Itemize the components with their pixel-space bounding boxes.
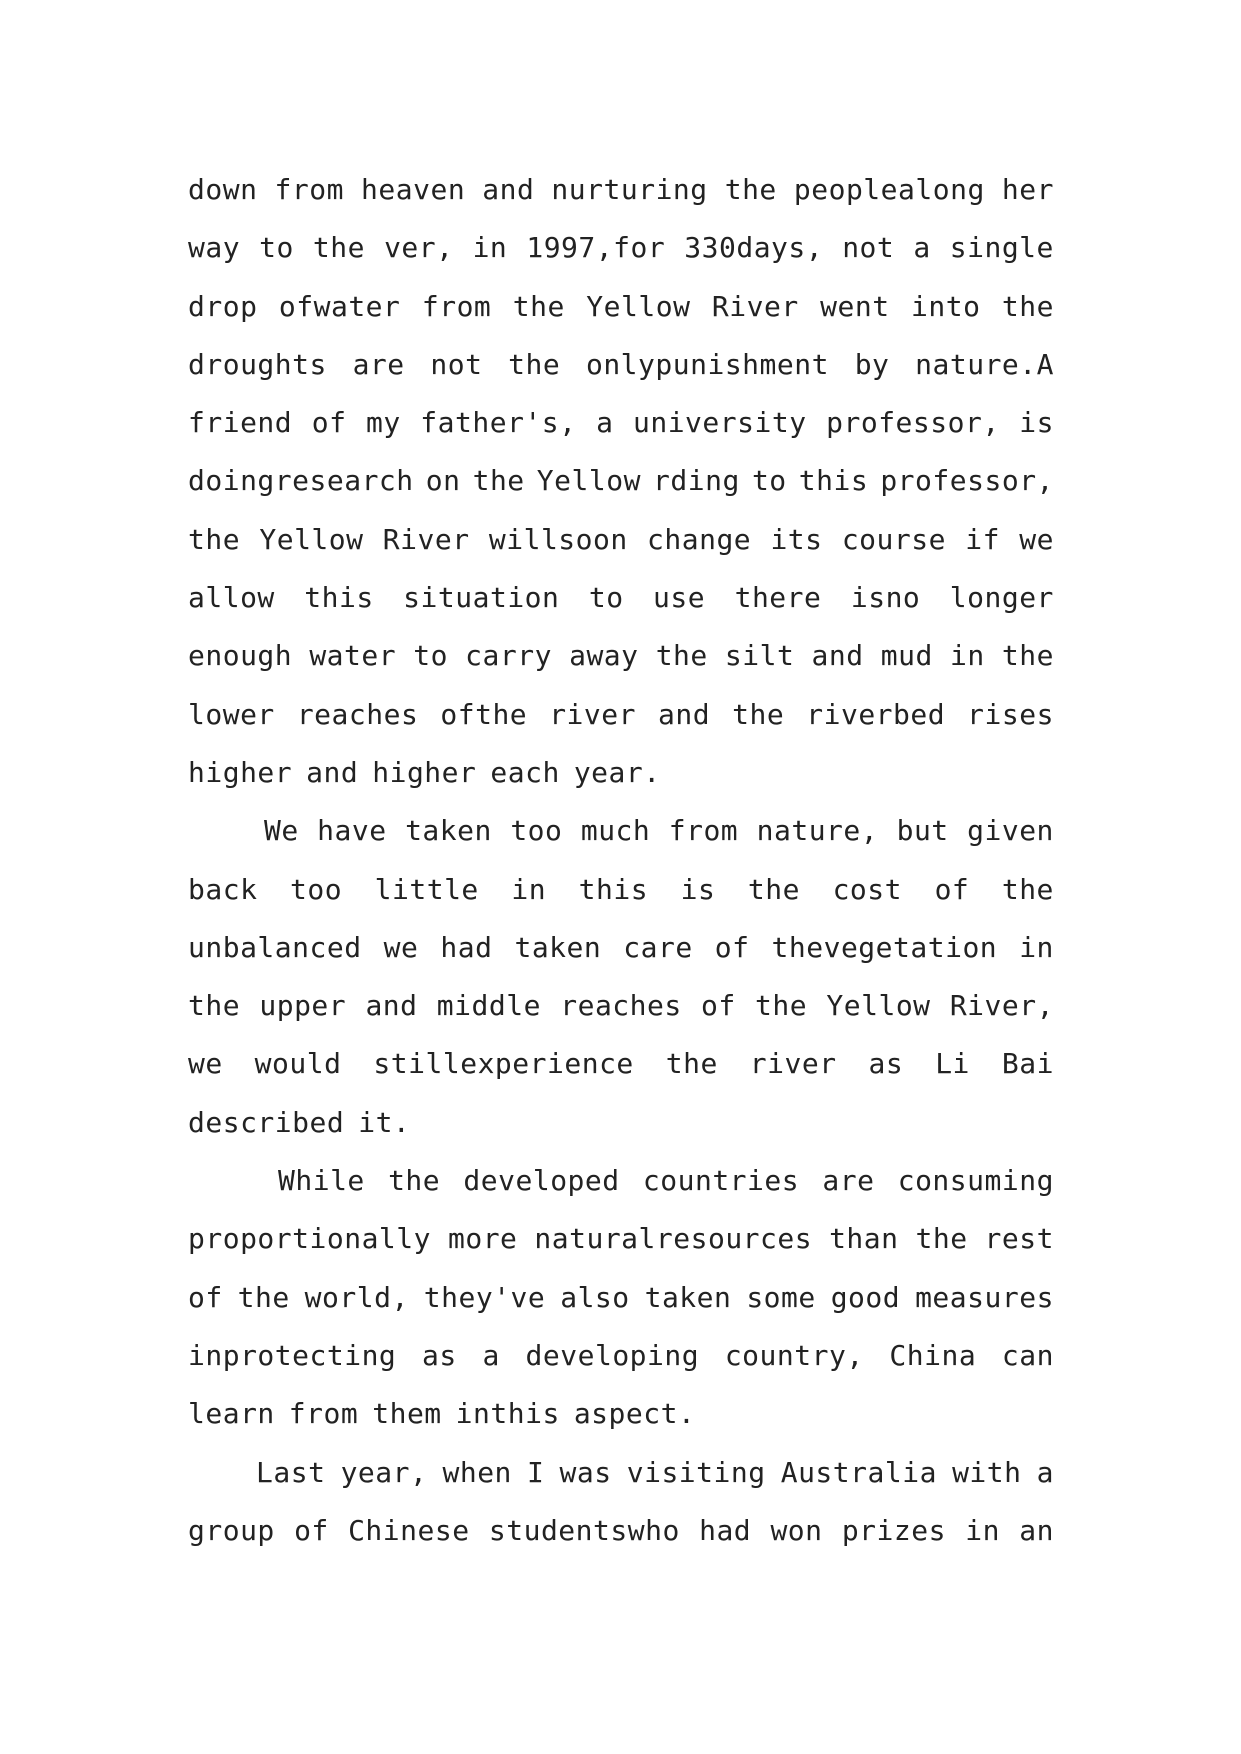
word: given bbox=[967, 814, 1054, 848]
word: would bbox=[254, 1047, 342, 1081]
word: the bbox=[747, 872, 800, 906]
word: developing bbox=[525, 1338, 700, 1372]
text-line bbox=[188, 686, 1054, 744]
word: a bbox=[913, 231, 931, 265]
word: its bbox=[770, 522, 823, 556]
word: can bbox=[1001, 1338, 1054, 1372]
word: of bbox=[188, 1280, 223, 1314]
word: with bbox=[952, 1455, 1022, 1489]
text-line bbox=[188, 336, 1054, 394]
word: not bbox=[842, 231, 895, 265]
word: the bbox=[237, 1280, 290, 1314]
word: from bbox=[668, 814, 739, 848]
word: the bbox=[1001, 872, 1054, 906]
word: some bbox=[746, 1280, 816, 1314]
word: inprotecting bbox=[188, 1338, 397, 1372]
word: droughts bbox=[188, 347, 327, 381]
word: if bbox=[965, 522, 1000, 556]
word: the bbox=[724, 173, 777, 206]
word: River bbox=[711, 289, 799, 323]
word: in bbox=[965, 1513, 1000, 1547]
word: too bbox=[510, 814, 563, 848]
word: carry bbox=[465, 639, 552, 673]
text-line bbox=[188, 1210, 1054, 1268]
text-line bbox=[188, 627, 1054, 685]
word: peoplealong bbox=[793, 173, 985, 206]
text-line bbox=[188, 802, 1054, 860]
word: they've bbox=[423, 1280, 546, 1314]
word: reaches bbox=[296, 697, 419, 731]
word: doingresearch bbox=[188, 464, 414, 498]
word: unbalanced bbox=[188, 930, 362, 964]
word: the bbox=[472, 464, 525, 498]
word: and bbox=[658, 697, 711, 731]
word: professor, bbox=[826, 406, 1000, 440]
word: we bbox=[188, 1047, 223, 1081]
word: back bbox=[188, 872, 258, 906]
word: the bbox=[1001, 289, 1054, 323]
word: thevegetation bbox=[771, 930, 998, 964]
word: is bbox=[1019, 406, 1054, 440]
word: and bbox=[306, 755, 359, 789]
text-line bbox=[188, 569, 1054, 627]
text-line bbox=[188, 1094, 1054, 1152]
word: prizes bbox=[841, 1513, 946, 1547]
word: Li bbox=[935, 1047, 970, 1081]
word: her bbox=[1001, 173, 1054, 206]
document-body bbox=[188, 161, 1054, 1560]
text-line bbox=[188, 1152, 1054, 1210]
word: of bbox=[714, 930, 750, 964]
word: aspect. bbox=[573, 1397, 696, 1431]
word: water bbox=[309, 639, 397, 673]
word: Yellow bbox=[586, 289, 691, 323]
word: naturalresources bbox=[534, 1222, 813, 1256]
word: higher bbox=[188, 755, 293, 789]
word: the bbox=[388, 1164, 441, 1198]
word: year. bbox=[573, 755, 661, 789]
word: went bbox=[820, 289, 890, 323]
word: by bbox=[854, 347, 890, 381]
word: ver, bbox=[384, 231, 454, 265]
word: in bbox=[472, 231, 508, 265]
word: onlypunishment bbox=[585, 347, 829, 381]
text-line bbox=[188, 394, 1054, 452]
word: this bbox=[578, 872, 649, 906]
word: an bbox=[1019, 1513, 1054, 1547]
word: River, bbox=[949, 989, 1054, 1023]
word: studentswho bbox=[488, 1513, 680, 1547]
word: 330days, bbox=[684, 231, 824, 265]
word: are bbox=[352, 347, 405, 381]
paragraph bbox=[188, 1152, 1054, 1443]
word: professor, bbox=[880, 464, 1054, 498]
word: had bbox=[440, 930, 493, 964]
word: than bbox=[829, 1222, 899, 1256]
text-line bbox=[188, 744, 1054, 802]
word: change bbox=[647, 522, 752, 556]
word: as bbox=[868, 1047, 904, 1081]
word: Australia bbox=[780, 1455, 937, 1489]
word: friend bbox=[188, 406, 293, 440]
word: country, bbox=[724, 1338, 864, 1372]
text-line bbox=[188, 278, 1054, 336]
word: nature.A bbox=[915, 347, 1054, 381]
text-line bbox=[188, 919, 1054, 977]
word: in bbox=[511, 872, 547, 906]
word: into bbox=[911, 289, 981, 323]
word: the bbox=[755, 989, 808, 1023]
word: upper bbox=[259, 989, 347, 1023]
word: allow bbox=[188, 581, 275, 615]
word: isno bbox=[850, 581, 921, 615]
word: a bbox=[482, 1338, 500, 1372]
word: rding bbox=[653, 464, 740, 498]
word: we bbox=[1019, 522, 1054, 556]
word: this bbox=[798, 464, 869, 498]
word: down bbox=[188, 173, 258, 206]
word: the bbox=[732, 697, 785, 731]
word: river bbox=[549, 697, 636, 731]
paragraph bbox=[188, 161, 1054, 802]
word: when bbox=[442, 1455, 512, 1489]
text-line bbox=[188, 1444, 1054, 1502]
word: more bbox=[447, 1222, 518, 1256]
word: to bbox=[751, 464, 787, 498]
word: have bbox=[317, 814, 387, 848]
word: developed bbox=[463, 1164, 620, 1198]
word: the bbox=[188, 522, 241, 556]
word: a bbox=[596, 406, 614, 440]
word: the bbox=[512, 289, 565, 323]
word: proportionally bbox=[188, 1222, 432, 1256]
word: reaches bbox=[560, 989, 682, 1023]
word: heaven bbox=[361, 173, 466, 206]
word: the bbox=[1001, 639, 1054, 673]
word: Yellow bbox=[536, 464, 641, 498]
word: world, bbox=[304, 1280, 409, 1314]
text-line bbox=[188, 1269, 1054, 1327]
word: silt bbox=[724, 639, 795, 673]
word: from bbox=[421, 289, 492, 323]
word: this bbox=[304, 581, 374, 615]
word: the bbox=[312, 231, 365, 265]
word: use bbox=[653, 581, 706, 615]
word: each bbox=[490, 755, 560, 789]
word: taken bbox=[644, 1280, 732, 1314]
word: river bbox=[749, 1047, 837, 1081]
text-line bbox=[188, 1327, 1054, 1385]
word: year, bbox=[340, 1455, 428, 1489]
word: to bbox=[413, 639, 448, 673]
word: River bbox=[382, 522, 470, 556]
word: ofthe bbox=[440, 697, 528, 731]
text-line bbox=[188, 1035, 1054, 1093]
word: the bbox=[915, 1222, 968, 1256]
word: there bbox=[734, 581, 822, 615]
word: China bbox=[889, 1338, 977, 1372]
word: higher bbox=[372, 755, 477, 789]
word: I bbox=[527, 1455, 545, 1489]
word: taken bbox=[405, 814, 492, 848]
word: of bbox=[311, 406, 347, 440]
word: it. bbox=[358, 1105, 411, 1139]
word: of bbox=[701, 989, 736, 1023]
word: in bbox=[1019, 930, 1054, 964]
word: too bbox=[290, 872, 343, 906]
word: and bbox=[482, 173, 535, 206]
word: taken bbox=[514, 930, 602, 964]
paragraph bbox=[188, 1444, 1054, 1561]
text-line bbox=[188, 511, 1054, 569]
word: the bbox=[655, 639, 708, 673]
word: also bbox=[560, 1280, 630, 1314]
word: care bbox=[623, 930, 693, 964]
text-line bbox=[188, 1385, 1054, 1443]
word: enough bbox=[188, 639, 293, 673]
word: of bbox=[934, 872, 970, 906]
word: won bbox=[770, 1513, 823, 1547]
word: and bbox=[811, 639, 864, 673]
word: mud bbox=[880, 639, 933, 673]
word: lower bbox=[188, 697, 275, 731]
word: visiting bbox=[626, 1455, 766, 1489]
word: not bbox=[430, 347, 483, 381]
word: longer bbox=[949, 581, 1054, 615]
word: as bbox=[422, 1338, 457, 1372]
word: countries bbox=[642, 1164, 800, 1198]
word: we bbox=[383, 930, 419, 964]
text-line bbox=[188, 219, 1054, 277]
word: consuming bbox=[897, 1164, 1054, 1198]
word: had bbox=[699, 1513, 752, 1547]
word: a bbox=[1036, 1455, 1054, 1489]
word: is bbox=[680, 872, 716, 906]
word: group bbox=[188, 1513, 275, 1547]
word: was bbox=[559, 1455, 612, 1489]
word: the bbox=[188, 989, 241, 1023]
word: and bbox=[365, 989, 418, 1023]
word: them bbox=[372, 1397, 442, 1431]
word: single bbox=[949, 231, 1054, 265]
word: 1997,for bbox=[526, 231, 666, 265]
paragraph bbox=[188, 802, 1054, 1152]
word: university bbox=[632, 406, 807, 440]
text-line bbox=[188, 977, 1054, 1035]
word: from bbox=[288, 1397, 359, 1431]
text-line bbox=[188, 452, 1054, 510]
word: the bbox=[665, 1047, 718, 1081]
text-line bbox=[188, 861, 1054, 919]
word: way bbox=[188, 231, 241, 265]
word: are bbox=[822, 1164, 875, 1198]
word: situation bbox=[403, 581, 560, 615]
word: measures bbox=[915, 1280, 1054, 1314]
text-line bbox=[188, 161, 1054, 219]
word: rest bbox=[984, 1222, 1054, 1256]
word: stillexperience bbox=[373, 1047, 634, 1081]
word: much bbox=[580, 814, 651, 848]
word: willsoon bbox=[488, 522, 628, 556]
word: to bbox=[588, 581, 624, 615]
word: Last bbox=[256, 1455, 326, 1489]
word: riverbed bbox=[806, 697, 946, 731]
word: inthis bbox=[455, 1397, 560, 1431]
word: described bbox=[188, 1105, 345, 1139]
word: ofwater bbox=[278, 289, 401, 323]
word: Bai bbox=[1001, 1047, 1054, 1081]
word: from bbox=[274, 173, 344, 206]
word: little bbox=[374, 872, 479, 906]
word: course bbox=[841, 522, 946, 556]
word: the bbox=[508, 347, 561, 381]
word: but bbox=[896, 814, 949, 848]
word: cost bbox=[832, 872, 902, 906]
word: Yellow bbox=[826, 989, 931, 1023]
word: We bbox=[264, 814, 299, 848]
word: drop bbox=[188, 289, 258, 323]
word: Chinese bbox=[348, 1513, 470, 1547]
word: away bbox=[569, 639, 639, 673]
word: of bbox=[294, 1513, 329, 1547]
word: rises bbox=[967, 697, 1054, 731]
word: father's, bbox=[420, 406, 577, 440]
word: Yellow bbox=[259, 522, 364, 556]
word: While bbox=[278, 1164, 365, 1198]
word: to bbox=[259, 231, 294, 265]
word: middle bbox=[436, 989, 541, 1023]
word: nurturing bbox=[551, 173, 708, 206]
word: good bbox=[830, 1280, 901, 1314]
word: in bbox=[949, 639, 985, 673]
word: my bbox=[366, 406, 401, 440]
text-line bbox=[188, 1502, 1054, 1560]
word: on bbox=[425, 464, 461, 498]
word: learn bbox=[188, 1397, 275, 1431]
word: nature, bbox=[756, 814, 879, 848]
